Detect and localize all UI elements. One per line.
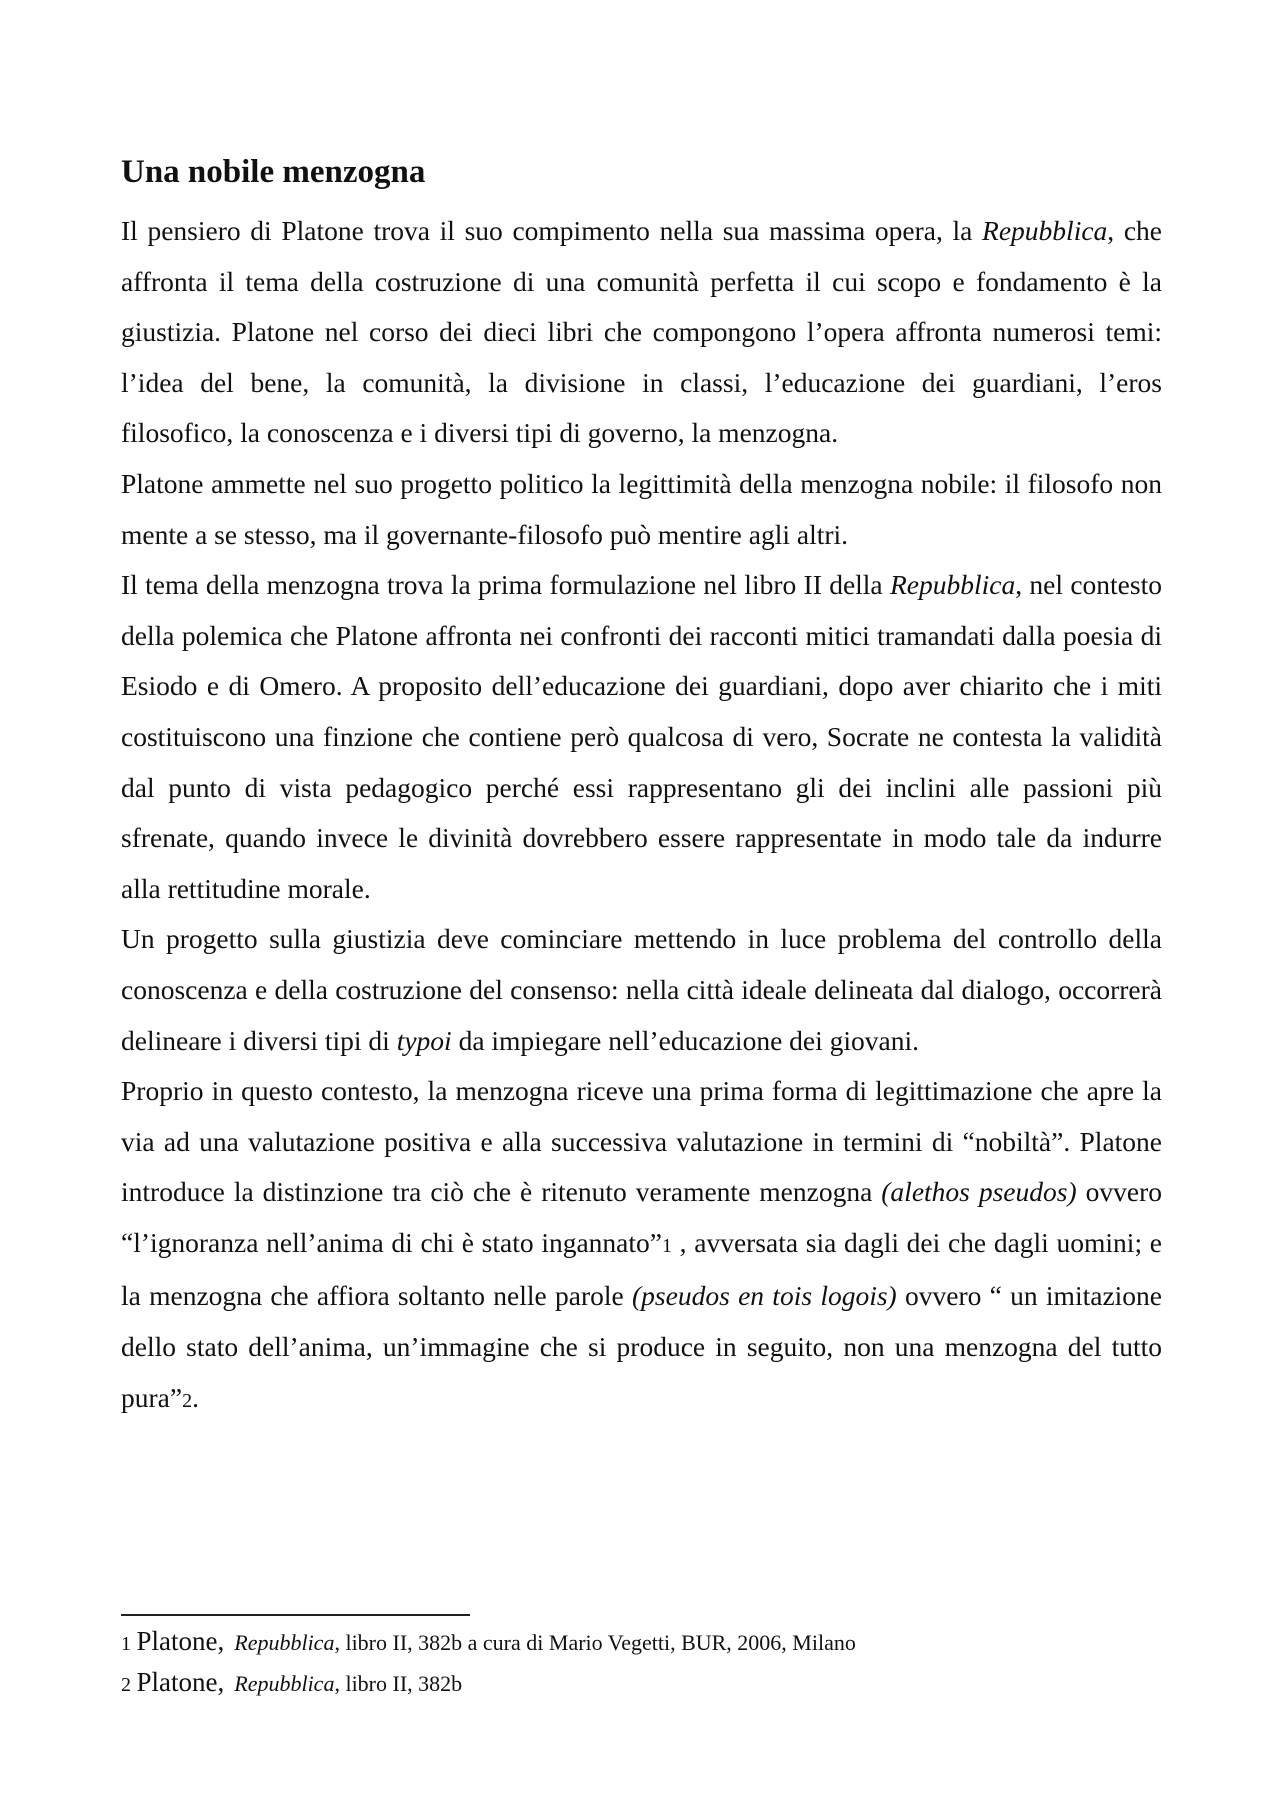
p5-text-a: Proprio in questo contesto, la menzogna riceve una prima forma di legittimazione che apre la via ad una valutazione positiva e alla successiva valutazione in termini di “nobiltà”. Platone introduce la distinzione tra ciò che è ritenuto veramente menzogna bbox=[121, 1075, 1162, 1208]
footnote-number: 2 bbox=[121, 1674, 131, 1696]
p1-italic-repubblica: Repubblica bbox=[982, 215, 1108, 246]
footnote-details: , libro II, 382b a cura di Mario Vegetti, BUR, 2006, Milano bbox=[334, 1630, 856, 1655]
p5-text-g: . bbox=[192, 1381, 199, 1413]
p1-text-a: Il pensiero di Platone trova il suo compimento nella sua massima opera, la bbox=[121, 215, 973, 246]
paragraph-4 bbox=[121, 914, 1162, 1066]
footnote-2 bbox=[121, 1663, 1162, 1704]
footnotes bbox=[121, 1614, 1162, 1704]
footnote-ref-2[interactable]: 2 bbox=[182, 1389, 193, 1412]
footnote-author: Platone, bbox=[136, 1667, 225, 1697]
p4-text-a: Un progetto sulla giustizia deve cominciare mettendo in luce problema del controllo della conoscenza e della costruzione del consenso: nella città ideale delineata dal dialogo, occorrerà delineare i diversi tipi di bbox=[121, 923, 1162, 1056]
p1-text-c: , che affronta il tema della costruzione di una comunità perfetta il cui scopo e fondamento è la giustizia. Platone nel corso dei dieci libri che compongono l’opera affronta numerosi temi: l’idea del bene, la comunità, la divisione in classi, l’educazione dei guardiani, l’eros filosofico, la conoscenza e i diversi tipi di governo, la menzogna. bbox=[121, 215, 1162, 449]
p5-text-f: ovvero “ un imitazione dello stato dell’anima, un’immagine che si produce in seguito, non una menzogna del tutto pura” bbox=[121, 1280, 1162, 1413]
p4-text-c: da impiegare nell’educazione dei giovani. bbox=[451, 1024, 919, 1056]
paragraph-5 bbox=[121, 1066, 1162, 1426]
paragraph-1 bbox=[121, 206, 1162, 459]
paragraph-3 bbox=[121, 560, 1162, 914]
footnote-ref-1[interactable]: 1 bbox=[661, 1234, 672, 1257]
p3-text-c: , nel contesto della polemica che Platone affronta nei confronti dei racconti mitici tramandati dalla poesia di Esiodo e di Omero. A proposito dell’educazione dei guardiani, dopo aver chiarito che i miti costituiscono una finzione che contiene però qualcosa di vero, Socrate ne contesta la validità dal punto di vista pedagogico perché essi rappresentano gli dei inclini alle passioni più sfrenate, quando invece le divinità dovrebbero essere rappresentate in modo tale da indurre alla rettitudine morale. bbox=[121, 569, 1162, 904]
p5-italic-alethos-pseudos: (alethos pseudos) bbox=[881, 1176, 1077, 1208]
footnote-author: Platone, bbox=[136, 1626, 225, 1656]
footnote-details: , libro II, 382b bbox=[334, 1671, 463, 1696]
footnote-separator bbox=[121, 1614, 470, 1616]
p5-italic-pseudos-en-tois-logois: (pseudos en tois logois) bbox=[632, 1280, 897, 1312]
p3-text-a: Il tema della menzogna trova la prima formulazione nel libro II della bbox=[121, 569, 890, 601]
footnote-number: 1 bbox=[121, 1633, 131, 1655]
footnote-1 bbox=[121, 1622, 1162, 1663]
paragraph-2: Platone ammette nel suo progetto politico la legittimità della menzogna nobile: il filosofo non mente a se stesso, ma il governante-filosofo può mentire agli altri. bbox=[121, 467, 1162, 550]
document-body bbox=[121, 150, 1162, 1426]
footnote-work: Repubblica bbox=[234, 1671, 335, 1696]
footnote-work: Repubblica bbox=[234, 1630, 335, 1655]
document-title: Una nobile menzogna bbox=[121, 154, 426, 190]
p5-text-d: , avversata sia dagli dei che dagli uomini; e la menzogna che affiora soltanto nelle parole bbox=[121, 1226, 1162, 1312]
p5-text-c: ovvero “l’ignoranza nell’anima di chi è stato ingannato” bbox=[121, 1176, 1162, 1258]
p3-italic-repubblica: Repubblica bbox=[889, 569, 1016, 601]
p4-italic-typoi: typoi bbox=[396, 1024, 452, 1056]
